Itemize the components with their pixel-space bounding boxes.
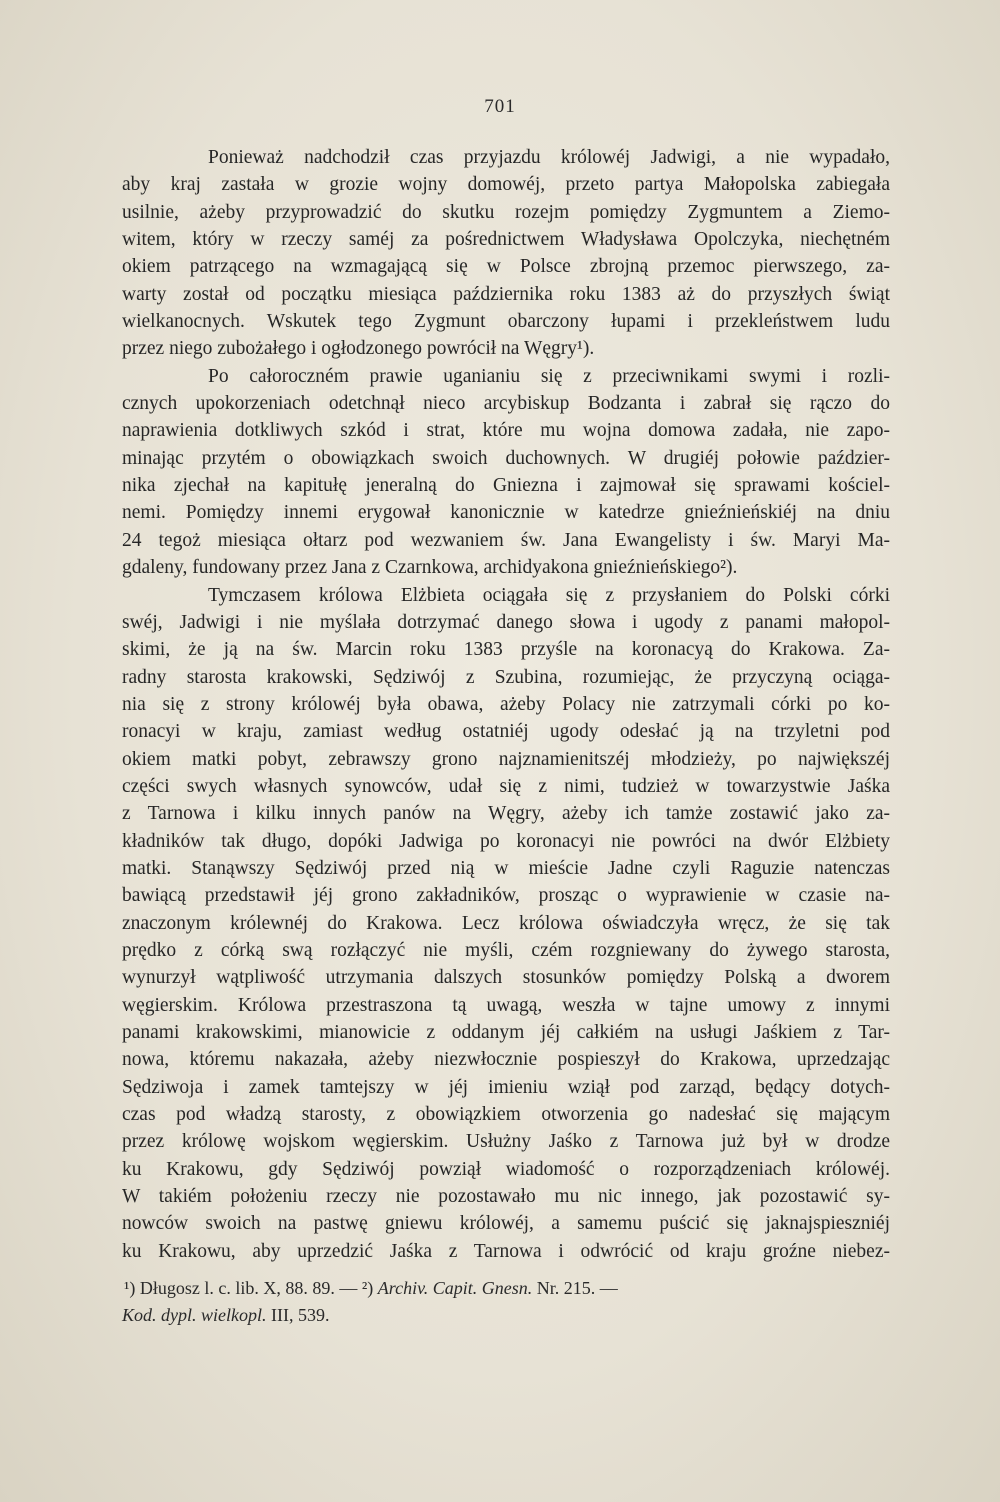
text-line: z Tarnowa i kilku innych panów na Węgry, ażeby ich tamże zostawić jako za-	[122, 803, 890, 825]
text-line: skimi, że ją na św. Marcin roku 1383 przyśle na koronacyą do Krakowa. Za-	[122, 639, 890, 661]
page-number: 701	[484, 96, 516, 117]
text-line: panami krakowskimi, mianowicie z oddanym jéj całkiém na usługi Jaśkiem z Tar-	[122, 1022, 890, 1043]
footnote-1-text: Długosz l. c. lib. X, 88. 89. —	[139, 1278, 358, 1298]
text-line: ku Krakowu, gdy Sędziwój powziął wiadomość o rozporządzeniach królowéj.	[122, 1158, 890, 1180]
text-line: prędko z córką swą rozłączyć nie myśli, czém rozgniewany do żywego starosta,	[122, 939, 890, 961]
text-line: matki. Stanąwszy Sędziwój przed nią w mieście Jadne czyli Raguzie natenczas	[122, 857, 890, 879]
text-line: okiem patrzącego na wzmagającą się w Polsce zbrojną przemoc pierwszego, za-	[122, 256, 890, 278]
text-line: nowców swoich na pastwę gniewu królowéj, a samemu puścić się jaknajspieszniéj	[122, 1213, 890, 1235]
text-line: nemi. Pomiędzy innemi erygował kanonicznie w katedrze gnieźnieńskiéj na dniu	[122, 502, 890, 524]
text-line: warty został od początku miesiąca października roku 1383 aż do przyszłych świąt	[122, 283, 890, 305]
text-line: Sędziwoja i zamek tamtejszy w jéj imieniu wziął pod zarząd, będący dotych-	[122, 1076, 890, 1098]
text-line: W takiém położeniu rzeczy nie pozostawało mu nic innego, jak pozostawić sy-	[122, 1186, 890, 1208]
footnote-2-marker: ²)	[361, 1278, 374, 1298]
text-line: Po całoroczném prawie uganianiu się z przeciwnikami swymi i rozli-	[208, 365, 890, 387]
text-line: okiem matki pobyt, zebrawszy grono najznamienitszéj młodzieży, po największéj	[122, 748, 890, 770]
footnote-2-text: Nr. 215. —	[536, 1278, 618, 1298]
text-line: nowa, któremu nakazała, ażeby niezwłocznie pospieszył do Krakowa, uprzedzając	[122, 1049, 890, 1071]
text-line: bawiącą przedstawił jéj grono zakładników, prosząc o wyprawienie w czasie na-	[122, 885, 890, 907]
footnote-2-source: Archiv. Capit. Gnesn.	[377, 1278, 533, 1298]
text-line: przez królowę wojskom węgierskim. Usłużny Jaśko z Tarnowa już był w drodze	[122, 1131, 890, 1153]
text-line: naprawienia dotkliwych szkód i strat, które mu wojna domowa zadała, nie zapo-	[122, 420, 890, 442]
footnote-line-2	[122, 1305, 890, 1326]
footnote-line-1	[122, 1278, 892, 1299]
text-line: gdaleny, fundowany przez Jana z Czarnkowa, archidyakona gnieźnieńskiego²).	[122, 557, 738, 579]
text-line: wielkanocnych. Wskutek tego Zygmunt obarczony łupami i przekleństwem ludu	[122, 311, 890, 333]
text-line: części swych własnych synowców, udał się z nimi, tudzież w towarzystwie Jaśka	[122, 775, 890, 797]
text-line: nia się z strony królowéj była obawa, ażeby Polacy nie zatrzymali córki po ko-	[122, 693, 890, 715]
text-line: radny starosta krakowski, Sędziwój z Szubina, rozumiejąc, że przyczyną ociąga-	[122, 666, 890, 688]
text-line: ku Krakowu, aby uprzedzić Jaśka z Tarnowa i odwrócić od kraju groźne niebez-	[122, 1240, 890, 1262]
footnote-3-text: III, 539.	[270, 1305, 330, 1325]
text-line: przez niego zubożałego i ogłodzonego powrócił na Węgry¹).	[122, 338, 595, 360]
text-line: znaczonym królewnéj do Krakowa. Lecz królowa oświadczyła wręcz, że się tak	[122, 912, 890, 934]
text-line: wynurzył wątpliwość utrzymania dalszych stosunków pomiędzy Polską a dworem	[122, 967, 890, 989]
text-line: Tymczasem królowa Elżbieta ociągała się z przysłaniem do Polski córki	[208, 584, 890, 606]
footnote-1-marker: ¹)	[124, 1278, 136, 1298]
text-line: Ponieważ nadchodził czas przyjazdu królowéj Jadwigi, a nie wypadało,	[208, 147, 890, 168]
text-line: czas pod władzą starosty, z obowiązkiem otworzenia go nadesłać się mającym	[122, 1104, 890, 1126]
text-line: kładników tak długo, dopóki Jadwiga po koronacyi nie powróci na dwór Elżbiety	[122, 830, 890, 852]
text-line: minając przytém o obowiązkach swoich duchownych. W drugiéj połowie paździer-	[122, 447, 890, 469]
text-line: witem, który w rzeczy saméj za pośrednictwem Władysława Opolczyka, niechętném	[122, 229, 890, 251]
text-line: ronacyi w kraju, zamiast według ostatniéj ugody odesłać ją na trzyletni pod	[122, 721, 890, 743]
text-line: usilnie, ażeby przyprowadzić do skutku rozejm pomiędzy Zygmuntem a Ziemo-	[122, 201, 890, 223]
text-line: cznych upokorzeniach odetchnął nieco arcybiskup Bodzanta i zabrał się rączo do	[122, 393, 890, 415]
text-line: aby kraj zastała w grozie wojny domowéj, przeto partya Małopolska zabiegała	[122, 174, 890, 196]
text-line: nika zjechał na kapitułę jeneralną do Gniezna i zajmował się sprawami kościel-	[122, 475, 890, 497]
text-line: swéj, Jadwigi i nie myślała dotrzymać danego słowa i ugody z panami małopol-	[122, 611, 890, 633]
main-text	[122, 144, 890, 1265]
text-line: węgierskim. Królowa przestraszona tą uwagą, weszła w tajne umowy z innymi	[122, 994, 890, 1016]
footnote-3-source: Kod. dypl. wielkopl.	[122, 1305, 267, 1325]
text-line: 24 tegoż miesiąca ołtarz pod wezwaniem św. Jana Ewangelisty i św. Maryi Ma-	[122, 529, 890, 551]
